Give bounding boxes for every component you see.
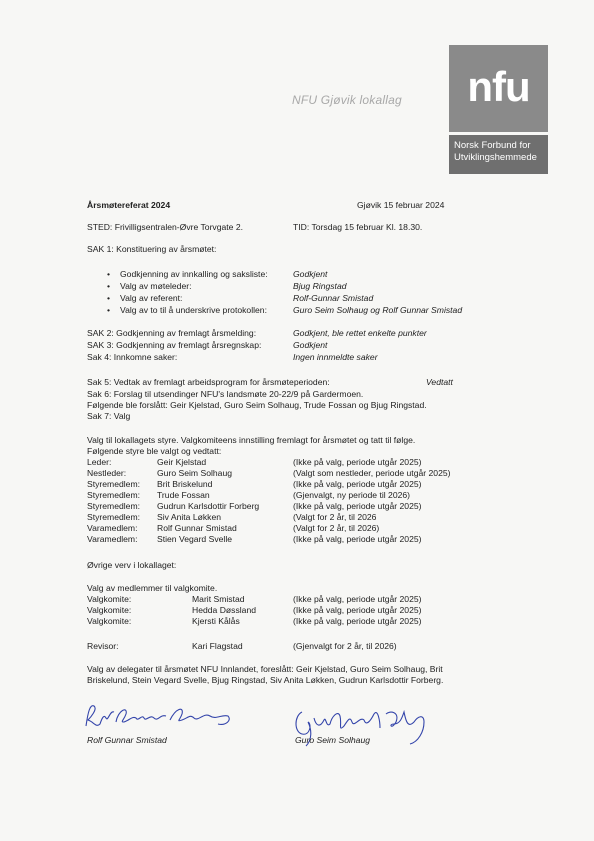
signature-left-name: Rolf Gunnar Smistad: [87, 735, 167, 745]
sak1-heading: SAK 1: Konstituering av årsmøtet:: [87, 244, 217, 254]
valgkomite-role: Valgkomite:: [87, 594, 132, 604]
bullet-label: • Valg av to til å underskrive protokollen:: [120, 305, 267, 316]
styre-role: Nestleder:: [87, 468, 127, 478]
styre-note: (Ikke på valg, periode utgår 2025): [293, 534, 422, 544]
styre-note: (Valgt for 2 år, til 2026: [293, 512, 377, 522]
sak5-value: Vedtatt: [426, 377, 453, 387]
signature-right-name: Guro Seim Solhaug: [295, 735, 370, 745]
revisor-note: (Gjenvalgt for 2 år, til 2026): [293, 641, 397, 651]
valgkomite-intro: Valg av medlemmer til valgkomite.: [87, 583, 218, 593]
bullet-label: • Valg av referent:: [120, 293, 182, 304]
sak7-heading: Sak 7: Valg: [87, 411, 131, 421]
delegater-line-2: Briskelund, Stein Vegard Svelle, Bjug Ringstad, Siv Anita Løkken, Gudrun Karlsdottir Forberg.: [87, 675, 444, 685]
sak6-line-1: Sak 6: Forslag til utsendinger NFU's landsmøte 20-22/9 på Gardermoen.: [87, 389, 364, 399]
sak-value: Godkjent: [293, 340, 328, 350]
valgkomite-name: Hedda Døssland: [192, 605, 257, 615]
styre-name: Trude Fossan: [157, 490, 210, 500]
sak6-line-2: Følgende ble forslått: Geir Kjelstad, Guro Seim Solhaug, Trude Fossan og Bjug Ringstad.: [87, 400, 427, 410]
delegater-line-1: Valg av delegater til årsmøtet NFU Innlandet, foreslått: Geir Kjelstad, Guro Seim Solhaug, Brit: [87, 664, 443, 674]
styre-name: Brit Briskelund: [157, 479, 213, 489]
logo-line-1: Norsk Forbund for: [454, 140, 531, 151]
valgkomite-note: (Ikke på valg, periode utgår 2025): [293, 594, 422, 604]
styre-role: Varamedlem:: [87, 534, 138, 544]
doc-date: Gjøvik 15 februar 2024: [357, 200, 445, 210]
valgkomite-role: Valgkomite:: [87, 605, 132, 615]
bullet-label: • Godkjenning av innkalling og saksliste:: [120, 269, 268, 280]
styre-name: Gudrun Karlsdottir Forberg: [157, 501, 260, 511]
doc-title: Årsmøtereferat 2024: [87, 200, 171, 210]
styre-role: Styremedlem:: [87, 490, 141, 500]
nfu-logo: [449, 45, 548, 174]
signature-left: [80, 700, 240, 734]
sak-label: SAK 2: Godkjenning av fremlagt årsmelding:: [87, 328, 257, 338]
org-title: NFU Gjøvik lokallag: [292, 93, 402, 107]
valg-intro-1: Valg til lokallagets styre. Valgkomiteens innstilling fremlagt for årsmøtet og tatt til følge.: [87, 435, 416, 445]
revisor-name: Kari Flagstad: [192, 641, 243, 651]
styre-role: Styremedlem:: [87, 512, 141, 522]
sak-value: Godkjent, ble rettet enkelte punkter: [293, 328, 427, 338]
bullet-label: • Valg av møteleder:: [120, 281, 192, 292]
styre-note: (Ikke på valg, periode utgår 2025): [293, 457, 422, 467]
styre-name: Stien Vegard Svelle: [157, 534, 233, 544]
styre-name: Guro Seim Solhaug: [157, 468, 232, 478]
styre-role: Leder:: [87, 457, 112, 467]
sted-line: STED: Frivilligsentralen-Øvre Torvgate 2.: [87, 222, 244, 232]
logo-line-2: Utviklingshemmede: [454, 152, 537, 163]
valg-intro-2: Følgende styre ble valgt og vedtatt:: [87, 446, 222, 456]
styre-note: (Ikke på valg, periode utgår 2025): [293, 501, 422, 511]
styre-role: Styremedlem:: [87, 479, 141, 489]
styre-role: Styremedlem:: [87, 501, 141, 511]
styre-note: (Valgt for 2 år, til 2026): [293, 523, 380, 533]
styre-role: Varamedlem:: [87, 523, 138, 533]
tid-line: TID: Torsdag 15 februar Kl. 18.30.: [293, 222, 423, 232]
bullet-value: Bjug Ringstad: [293, 281, 347, 291]
valgkomite-note: (Ikke på valg, periode utgår 2025): [293, 605, 422, 615]
sak5-label: Sak 5: Vedtak av fremlagt arbeidsprogram for årsmøteperioden:: [87, 377, 330, 387]
styre-name: Siv Anita Løkken: [157, 512, 222, 522]
revisor-role: Revisor:: [87, 641, 119, 651]
bullet-value: Godkjent: [293, 269, 328, 279]
styre-name: Rolf Gunnar Smistad: [157, 523, 237, 533]
sak-label: SAK 3: Godkjenning av fremlagt årsregnskap:: [87, 340, 262, 350]
valgkomite-name: Kjersti Kålås: [192, 616, 240, 626]
styre-note: (Valgt som nestleder, periode utgår 2025): [293, 468, 451, 478]
ovrige-heading: Øvrige verv i lokallaget:: [87, 560, 177, 570]
styre-note: (Ikke på valg, periode utgår 2025): [293, 479, 422, 489]
bullet-value: Rolf-Gunnar Smistad: [293, 293, 374, 303]
valgkomite-note: (Ikke på valg, periode utgår 2025): [293, 616, 422, 626]
valgkomite-role: Valgkomite:: [87, 616, 132, 626]
sak-value: Ingen innmeldte saker: [293, 352, 378, 362]
valgkomite-name: Marit Smistad: [192, 594, 245, 604]
bullet-value: Guro Seim Solhaug og Rolf Gunnar Smistad: [293, 305, 463, 315]
styre-name: Geir Kjelstad: [157, 457, 207, 467]
styre-note: (Gjenvalgt, ny periode til 2026): [293, 490, 411, 500]
logo-mark: nfu: [467, 63, 530, 110]
sak-label: Sak 4: Innkomne saker:: [87, 352, 178, 362]
